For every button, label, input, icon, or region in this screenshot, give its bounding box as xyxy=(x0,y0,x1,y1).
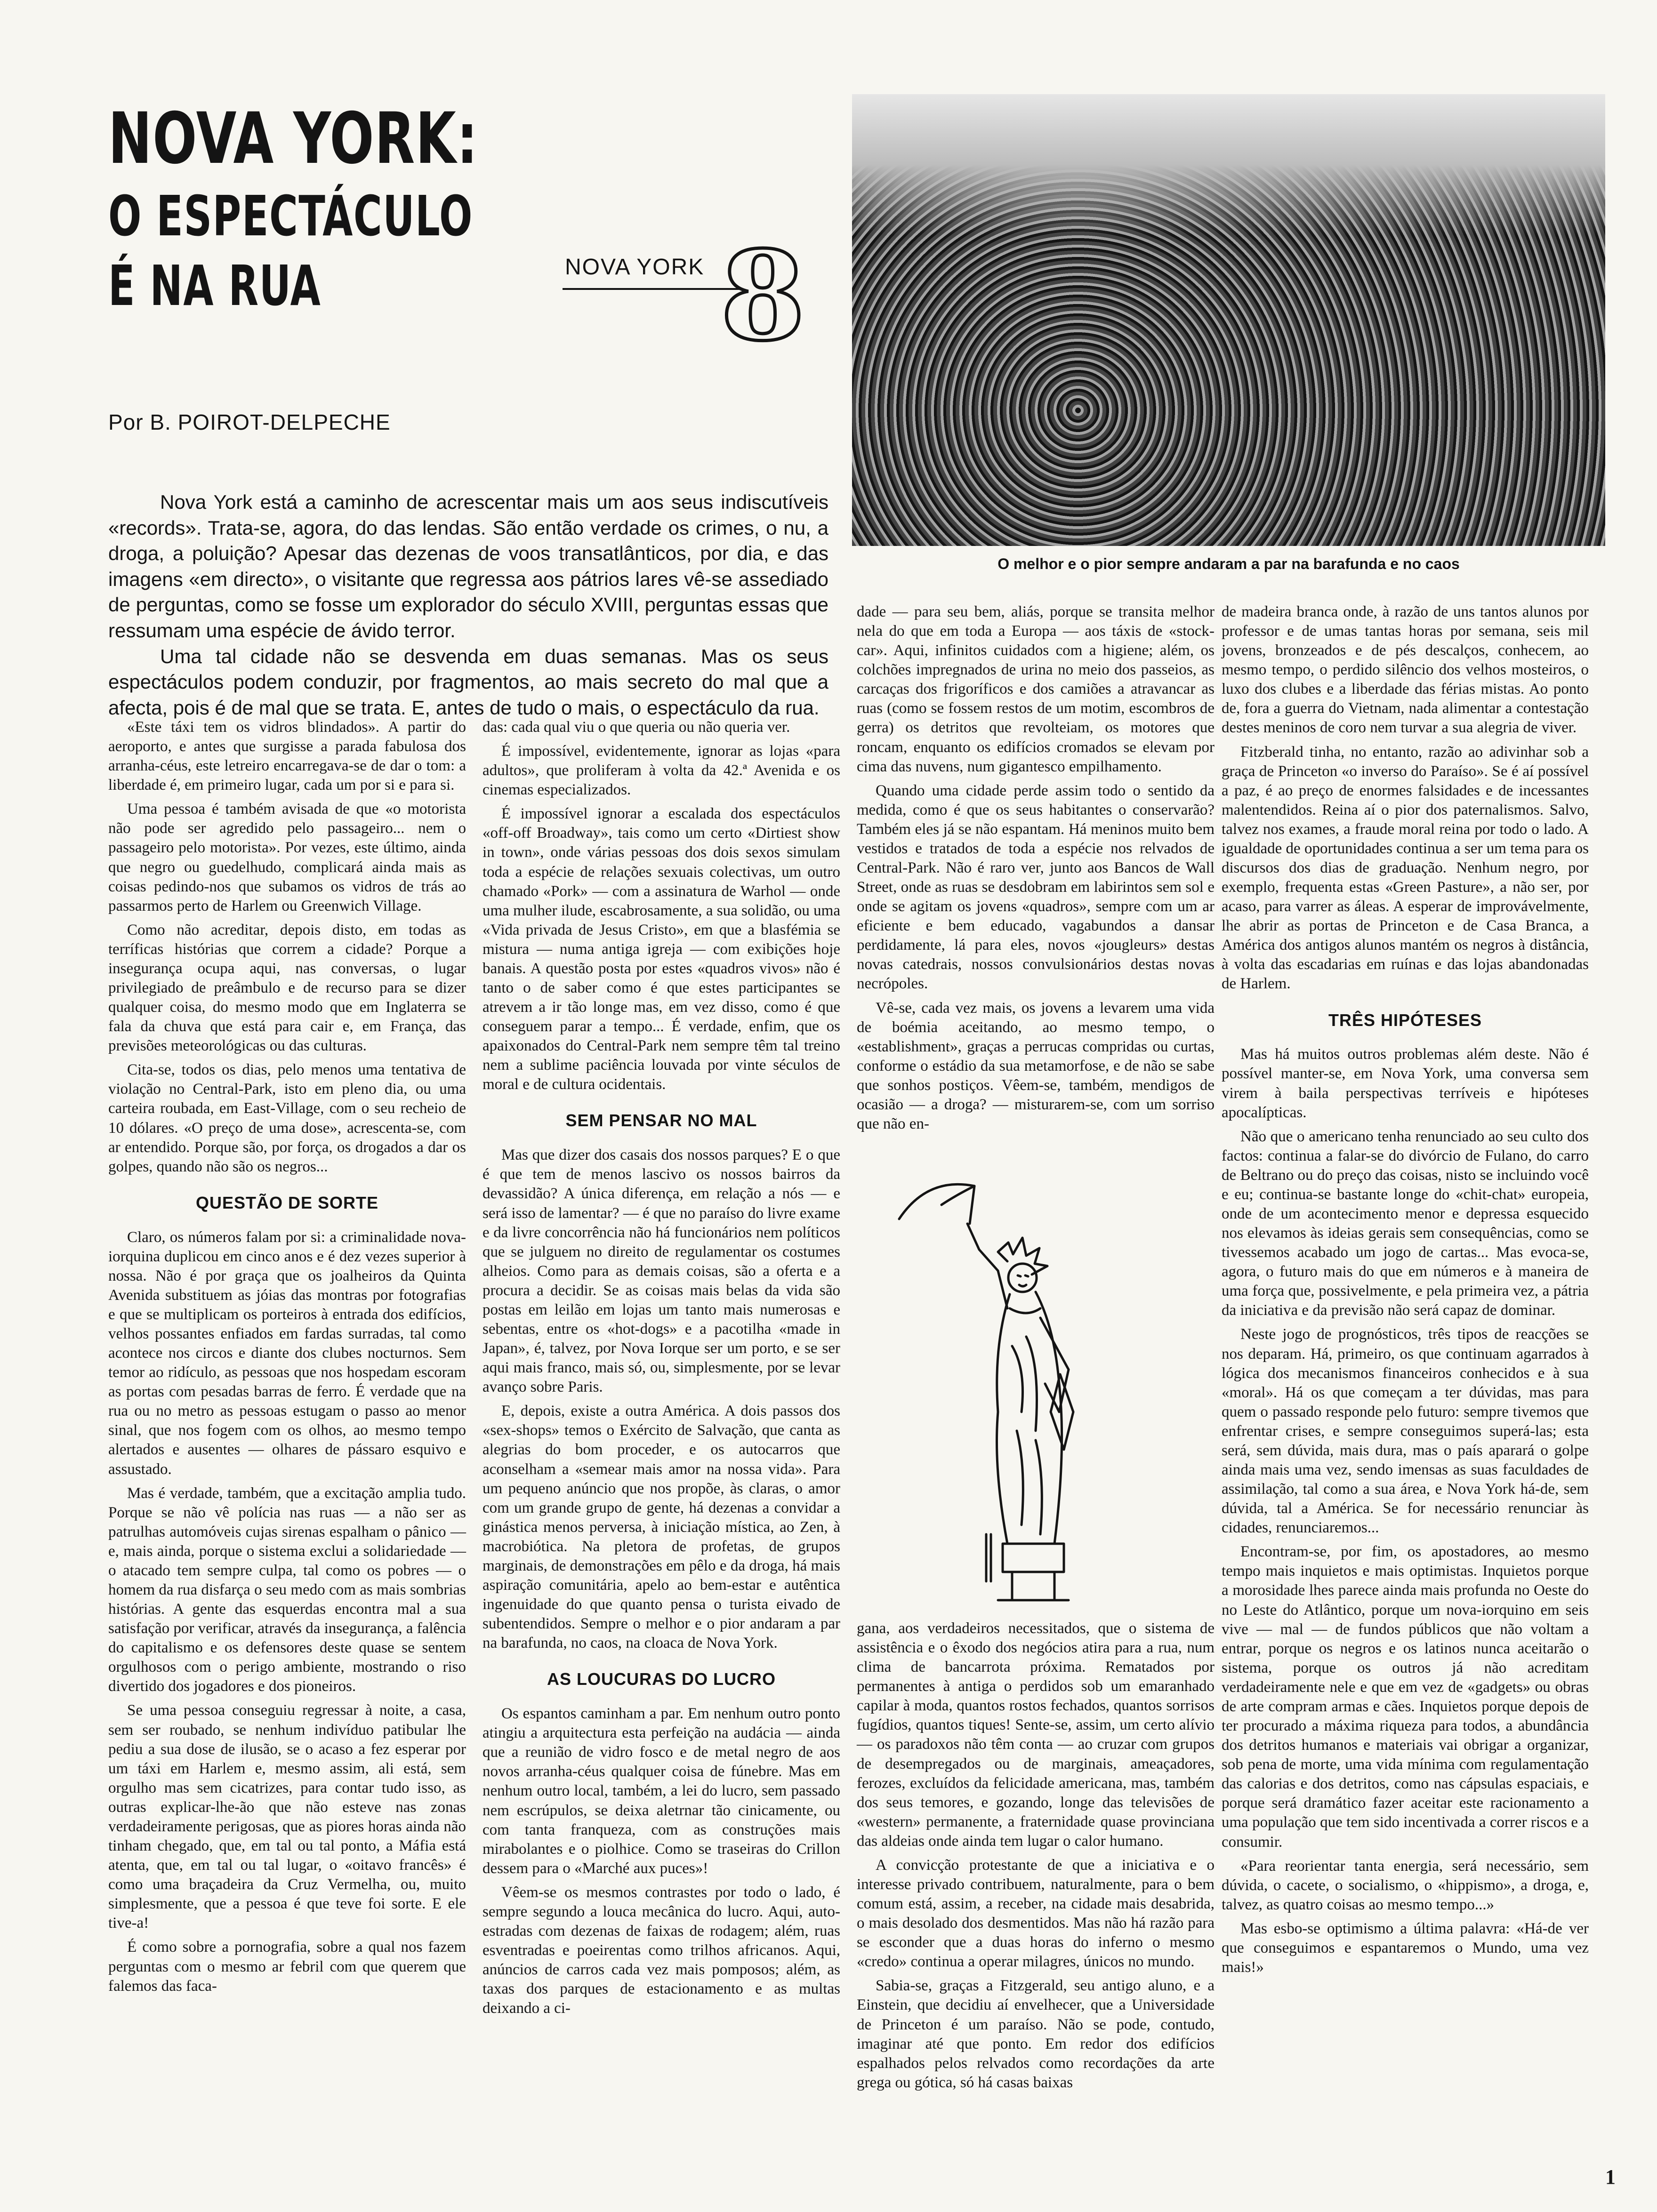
body-paragraph: Claro, os números falam por si: a criminalidade nova-iorquina duplicou em cinco anos e é dez vezes superior à nossa. Não é por graça que os joalheiros da Quinta Avenida substituem as jóias das montras por fotografias e que se multiplicam os porteiros à entrada dos edifícios, velhos possantes enfiados em fardas surradas, tal como acontece nos circos e diante dos clubes nocturnos. Sem temor ao ridículo, as pessoas que nos hospedam escoram as portas com pesadas barras de ferro. É verdade que na rua ou no metro as pessoas estugam o passo ao menor sinal, que nos fogem com os olhos, ao mesmo tempo alertados e ausentes — olhares de pássaro esquivo e assustado. xyxy=(108,1228,466,1478)
byline: Por B. POIROT-DELPECHE xyxy=(108,410,391,434)
body-paragraph: das: cada qual viu o que queria ou não queria ver. xyxy=(483,719,790,736)
body-paragraph: Se uma pessoa conseguiu regressar à noite, a casa, sem ser roubado, se nenhum indivíduo patibular lhe pediu a sua dose de ilusão, se o acaso a fez esperar por um táxi em Harlem e, mesmo assim, ali está, sem orgulho mas sem cicatrizes, para contar tudo isso, as outras explicar-lhe-ão que não esteve nas zonas verdadeiramente perigosas, que as piores horas ainda não tinham chegado, que, em tal ou tal ponto, a Máfia está atenta, que, em tal ou tal lugar, o «oitavo francês» é como uma braçadeira da Cruz Vermelha, ou, muito simplesmente, que a pessoa é que teve foi sorte. E ele tive-a! xyxy=(108,1702,466,1932)
body-paragraph: Não que o americano tenha renunciado ao seu culto dos factos: continua a falar-se do divórcio de Fulano, do carro de Beltrano ou do preço das coisas, nisto se incluindo você e eu; continua-se bastante longe do «chit-chat» europeia, onde de um acontecimento menor e depressa esquecido nos elevamos às ideias gerais sem consequências, como se tivessemos acabado um jogo de cartas... Mas evoca-se, agora, o futuro mais do que em números e à maneira de uma força que, possivelmente, e pela primeira vez, a pátria da iniciativa e da previsão não será capaz de dominar. xyxy=(1222,1128,1589,1319)
section-glyph: 8 xyxy=(720,224,805,368)
article-title xyxy=(108,98,579,318)
subheading: QUESTÃO DE SORTE xyxy=(195,1193,379,1212)
lead-paragraph: Nova York está a caminho de acrescentar mais um aos seus indiscutíveis «records». Trata-se, agora, do das lendas. São então verdade os crimes, o nu, a droga, a poluição? Apesar das dezenas de voos transatlânticos, por dia, e das imagens «em directo», o visitante que regressa aos pátrios lares vê-se assediado de perguntas, como se fosse um explorador do século XVIII, perguntas essas que ressumam uma espécie de ávido terror. xyxy=(108,491,828,641)
lead-paragraph: Uma tal cidade não se desvenda em duas semanas. Mas os seus espectáculos podem conduzir, por fragmentos, ao mais secreto do mal que a afecta, pois é de mal que se trata. E, antes de tudo o mais, o espectáculo da rua. xyxy=(108,645,828,719)
body-paragraph: Uma pessoa é também avisada de que «o motorista não pode ser agredido pelo passageiro... nem o passageiro pelo motorista». Por vezes, este último, ainda que negro ou guedelhudo, complicará ainda mais as coisas pedindo-nos que subamos os vidros de trás ao passarmos perto de Harlem ou Greenwich Village. xyxy=(108,801,466,914)
body-paragraph: E, depois, existe a outra América. A dois passos dos «sex-shops» temos o Exército de Salvação, que canta as alegrias do bom proceder, e os autocarros que aconselham a «semear mais amor na nossa vida». Para um pequeno anúncio que nos propõe, às claras, o amor com um grande grupo de gente, há dezenas a convidar a ginástica menos perversa, à iniciação mística, ao Zen, à macrobiótica. Na pletora de profetas, de grupos marginais, de demonstrações em pêlo e da droga, há mais aspiração comunitária, apelo ao bem-estar e autêntica ingenuidade do que quanto pensa o turista eivado de subentendidos. Sempre o melhor e o pior andaram a par na barafunda, no caos, na cloaca de Nova York. xyxy=(483,1403,840,1652)
kicker-rule xyxy=(563,288,741,290)
column-3-bottom xyxy=(857,1619,1215,2097)
subheading: AS LOUCURAS DO LUCRO xyxy=(547,1669,776,1689)
body-paragraph: gana, aos verdadeiros necessitados, que o sistema de assistência e o êxodo dos negócios atira para a rua, num clima de bancarrota próxima. Rematados por permanentes à antiga o perdidos sob um emaranhado capilar à moda, quantos rostos fechados, quantos sorrisos fugídios, quantos tiques! Sente-se, assim, um certo alívio — os paradoxos não têm conta — ao cruzar com grupos de desempregados ou de marginais, ameaçadores, ferozes, excluídos da felicidade americana, mas, também dos seus temores, e gozando, longe das televisões de «western» permanente, a fraternidade quase provinciana das aldeias onde ainda tem lugar o calor humano. xyxy=(857,1620,1215,1850)
body-paragraph: Encontram-se, por fim, os apostadores, ao mesmo tempo mais inquietos e mais optimistas. Inquietos porque a morosidade lhes parece ainda mais profunda no Oeste do no Leste do Atlântico, porque um nova-iorquino em seis vive — mal — de fundos públicos que não voltam a entrar, porque os negros e os latinos nunca aceitarão o sistema, porque os outros já não acreditam verdadeiramente nele e que em vez de «gadgets» ou obras de arte compram armas e cães. Inquietos porque depois de ter procurado a máxima riqueza para todos, a abundância dos detritos humanos e materiais vai obrigar a organizar, sob pena de morte, uma vida mínima com regulamentação das calorias e dos detritos, como nas cápsulas espaciais, e porque será dramático fazer aceitar este racionamento a uma população que tem sido incentivada a correr riscos e a consumir. xyxy=(1222,1543,1589,1851)
body-paragraph: Mas há muitos outros problemas além deste. Não é possível manter-se, em Nova York, uma conversa sem virem à baila perspectivas terríveis e hipóteses apocalípticas. xyxy=(1222,1046,1589,1121)
statue-of-liberty-illustration xyxy=(885,1167,1149,1610)
body-paragraph: Vêem-se os mesmos contrastes por todo o lado, é sempre segundo a louca mecânica do lucro. Aqui, auto-estradas com dezenas de faixas de rodagem; além, ruas esventradas e poeirentas como trilhos africanos. Aqui, anúncios de carros cada vez mais pomposos; além, as taxas dos parques de estacionamento e as multas deixando a ci- xyxy=(483,1883,840,2017)
body-paragraph: Cita-se, todos os dias, pelo menos uma tentativa de violação no Central-Park, isto em pleno dia, ou uma carteira roubada, em East-Village, com o seu recheio de 10 dólares. «O preço de uma dose», acrescenta-se, com ar entendido. Porque são, por força, os drogados a dar os golpes, quando não são os negros... xyxy=(108,1061,466,1175)
column-3-top xyxy=(857,602,1215,1138)
body-paragraph: dade — para seu bem, aliás, porque se transita melhor nela do que em toda a Europa — aos táxis de «stock-car». Aqui, infinitos cuidados com a higiene; além, os colchões impregnados de urina no meio dos passeios, as carcaças dos frigoríficos e dos camiões a atravancar as ruas (como se fossem restos de um motim, escombros de gerra) os detritos que revolteiam, os motores que roncam, enquanto os edifícios cromados se elevam por cima das nuvens, num gigantesco empilhamento. xyxy=(857,603,1215,775)
body-paragraph: Os espantos caminham a par. Em nenhum outro ponto atingiu a arquitectura esta perfeição na audácia — ainda que a reunião de vidro fosco e de metal negro de aos novos arranha-céus qualquer coisa de fúnebre. Mas em nenhum outro local, também, a lei do lucro, sem passado nem escrúpulos, se deixa aletrnar tão cinicamente, ou com tanta franqueza, com as construções mais mirabolantes e o piolhice. Como se traseiras do Crillon dessem para o «Marché aux puces»! xyxy=(483,1705,840,1877)
body-paragraph: Como não acreditar, depois disto, em todas as terríficas histórias que correm a cidade? Porque a insegurança ocupa aqui, nas conversas, o lugar privilegiado de preâmbulo e de recurso para se dizer qualquer coisa, do mesmo modo que em Inglaterra se fala da chuva que está para cair e, em França, das previsões meteorológicas ou das culturas. xyxy=(108,921,466,1055)
body-paragraph: Sabia-se, graças a Fitzgerald, seu antigo aluno, e a Einstein, que decidiu aí envelhecer, que a Universidade de Princeton é um paraíso. Não se pode, contudo, imaginar até que ponto. Em redor dos edifícios espalhados pelos relvados como recordações da arte grega ou gótica, só há casas baixas xyxy=(857,1977,1215,2091)
page-number: 1 xyxy=(1605,2165,1616,2188)
body-paragraph: Mas é verdade, também, que a excitação amplia tudo. Porque se não vê polícia nas ruas — a não ser as patrulhas automóveis cujas sirenas espalham o pânico — e, mais ainda, porque o sistema exclui a solidariedade — o atacado tem sempre culpa, tal como os pobres — o homem da rua disfarça o seu medo com as mais sombrias histórias. A gente das esquerdas encontra mal a sua satisfação por verificar, através da insegurança, a falência do capitalismo e os defensores deste quase se sentem orgulhosos com o perigo ambiente, mostrando o riso divertido dos jogadores e dos pioneiros. xyxy=(108,1484,466,1695)
body-paragraph: É impossível ignorar a escalada dos espectáculos «off-off Broadway», tais como um certo «Dirtiest show in town», onde várias pessoas dos dois sexos simulam toda a espécie de relações sexuais colectivas, um outro chamado «Pork» — com a assinatura de Warhol — onde uma mulher ilude, escabrosamente, a sua solidão, ou uma «Vida privada de Jesus Cristo», em que a blasfémia se mistura — numa antiga igreja — com exibições hoje banais. A questão posta por estes «quadros vivos» não é tanto o de saber como é que estes participantes se atrevem a ir tão longe mas, em vez disso, como é que conseguem parar a tempo... É verdade, enfim, que os apaixonados do Central-Park nem sempre têm tal treino nem a sublime paciência louvada por vinte séculos de moral e de cultura ocidentais. xyxy=(483,805,840,1093)
title-line-1: NOVA YORK: xyxy=(108,98,479,180)
body-paragraph: Fitzberald tinha, no entanto, razão ao adivinhar sob a graça de Princeton «o inverso do Paraíso». Se é aí possível a paz, é ao preço de enormes falsidades e de incessantes malentendidos. Reina aí o pior dos paternalismos. Salvo, talvez nos exames, a fraude moral reina por todo o lado. A igualdade de oportunidades continua a ser um tema para os discursos dos dias de graduação. Nenhum negro, por exemplo, frequenta estas «Green Pasture», a não ser, por acaso, para varrer as áleas. A esperar de improvávelmente, lhe abrir as portas de Princeton e de Casa Branca, a América dos antigos alunos mantém os negros à distância, à volta das escadarias em ruínas e das lojas abandonadas de Harlem. xyxy=(1222,743,1589,993)
photo-skyline xyxy=(852,94,1605,235)
body-paragraph: Mas esbo-se optimismo a última palavra: «Há-de ver que conseguimos e espantaremos o Mundo, uma vez mais!» xyxy=(1222,1920,1589,1976)
title-line-3: É NA RUA xyxy=(108,253,322,318)
column-4 xyxy=(1222,602,1589,1982)
body-paragraph: Mas que dizer dos casais dos nossos parques? E o que é que tem de menos lascivo os nossos bairros da devassidão? A única diferença, em relação a nós — e será isso de lamentar? — é que no paraíso do livre exame e da livre concorrência não há funcionários nem políticos que se julguem no direito de regulamentar os costumes alheios. Como para as demais coisas, são a oferta e a procura a decidir. Se as coisas mais belas da vida são postas em leilão em lojas um tanto mais numerosas e sebentas, entre os «hot-dogs» e a pacotilha «made in Japan», é, talvez, por Nova Iorque ser um porto, e se ser aqui mais franco, mais só, ou, simplesmente, por se levar avanço sobre Paris. xyxy=(483,1146,840,1396)
body-paragraph: «Para reorientar tanta energia, será necessário, sem dúvida, o cacete, o socialismo, o «hippismo», a droga, e, talvez, as quatro coisas ao mesmo tempo...» xyxy=(1222,1857,1589,1913)
body-paragraph: É como sobre a pornografia, sobre a qual nos fazem perguntas com o mesmo ar febril com que querem que falemos das faca- xyxy=(108,1939,466,1995)
column-2 xyxy=(483,718,840,2023)
subheading: SEM PENSAR NO MAL xyxy=(565,1111,757,1130)
lead-paragraphs xyxy=(108,489,828,721)
photo-caption: O melhor e o pior sempre andaram a par na barafunda e no caos xyxy=(997,555,1460,572)
body-paragraph: «Este táxi tem os vidros blindados». A partir do aeroporto, e antes que surgisse a parada fabulosa dos arranha-céus, este letreiro encarregava-se de dar o tom: a liberdade é, em primeiro lugar, cada um por si e para si. xyxy=(108,719,466,794)
body-paragraph: Neste jogo de prognósticos, três tipos de reacções se nos deparam. Há, primeiro, os que continuam agarrados à lógica dos mecanismos financeiros conhecidos e à sua «moral». Há os que começam a ter dúvidas, mas para quem o passado responde pelo futuro: sempre tivemos que enfrentar crises, e sempre conseguimos superá-las; esta será, sem dúvida, mais dura, mas o país aparará o golpe ainda mais uma vez, sendo imensas as suas faculdades de assimilação, tal como a sua área, e Nova York há-de, sem dúvida, tal a América. Se for necessário renunciar às cidades, renunciaremos... xyxy=(1222,1326,1589,1537)
body-paragraph: de madeira branca onde, à razão de uns tantos alunos por professor e de umas tantas horas por semana, seis mil jovens, bronzeados e de pés descalços, conhecem, ao mesmo tempo, o perdido silêncio dos velhos mosteiros, o luxo dos clubes e a liberdade das férias mistas. Ao ponto de, fora a guerra do Vietnam, nada alimentar a contestação destes meninos de coro nem turvar a sua alegria de viver. xyxy=(1222,603,1589,737)
body-paragraph: Quando uma cidade perde assim todo o sentido da medida, como é que os seus habitantes o conservarão? Também eles já se não espantam. Há meninos muito bem vestidos e tratados de toda a espécie nos relvados de Central-Park. Não é raro ver, junto aos Bancos de Wall Street, onde as ruas se desdobram em labirintos sem sol e onde se agitam os jovens «quadros», sempre com um ar eficiente e bem educado, vagabundos a dansar perdidamente, lá para eles, novos «jougleurs» destas novas catedrais, nossos convulsionários destas novas necrópoles. xyxy=(857,782,1215,993)
body-paragraph: É impossível, evidentemente, ignorar as lojas «para adultos», que proliferam à volta da 42.ª Avenida e os cinemas especializados. xyxy=(483,743,840,799)
title-line-2: O ESPECTÁCULO xyxy=(108,184,473,248)
column-1 xyxy=(108,718,466,2001)
body-paragraph: Vê-se, cada vez mais, os jovens a levarem uma vida de boémia aceitando, ao mesmo tempo, o «establishment», graças a perrucas compridas ou curtas, conforme o estádio da sua metamorfose, e de não se sabe que sonhos postiços. Vêem-se, também, mendigos de ocasião — a droga? — misturarem-se, com um sorriso que não en- xyxy=(857,999,1215,1133)
subheading: TRÊS HIPÓTESES xyxy=(1328,1010,1482,1030)
body-paragraph: A convicção protestante de que a iniciativa e o interesse privado contribuem, naturalmente, para o bem comum está, assim, a receber, na cidade mais desabrida, o mais desolado dos desmentidos. Mas não há razão para se esconder que a duas horas do inferno o mesmo «credo» continua a operar milagres, únicos no mundo. xyxy=(857,1856,1215,1971)
section-kicker: NOVA YORK xyxy=(565,255,705,280)
